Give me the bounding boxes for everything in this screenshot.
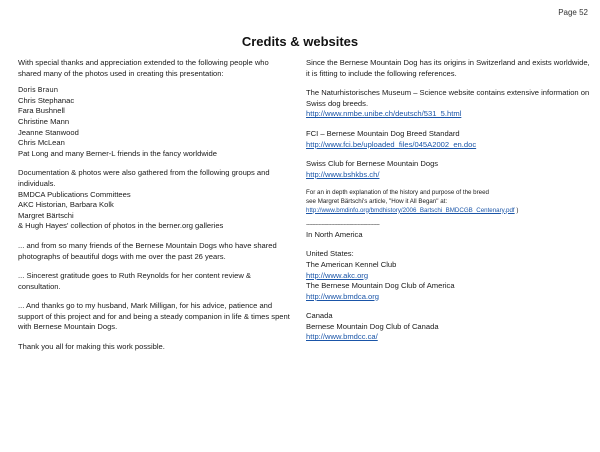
canada-heading: Canada	[306, 311, 333, 321]
group-name: Margret Bärtschi	[18, 210, 74, 220]
north-america-heading: In North America	[306, 229, 363, 239]
bmdcc-text: Bernese Mountain Dog Club of Canada	[306, 321, 439, 331]
bmdca-text: The Bernese Mountain Dog Club of America	[306, 281, 455, 291]
us-heading: United States:	[306, 249, 354, 259]
history-note-line1: For an in depth explanation of the history and purpose of the breed	[306, 189, 489, 197]
intro-text: With special thanks and appreciation extended to the following people who shared many of the photos used in creating this presentation:	[18, 58, 269, 78]
akc-text: The American Kennel Club	[306, 259, 397, 269]
person-name: Jeanne Stanwood	[18, 127, 79, 137]
left-column	[18, 58, 290, 353]
person-name: Pat Long and many Berner-L friends in the fancy worldwide	[18, 148, 217, 158]
swiss-club-text: Swiss Club for Bernese Mountain Dogs	[306, 159, 439, 169]
person-name: Chris Stephanac	[18, 95, 75, 105]
history-note-suffix: )	[514, 206, 519, 214]
fci-text: FCI – Bernese Mountain Dog Breed Standard	[306, 128, 460, 138]
person-name: Doris Braun	[18, 86, 59, 95]
documentation-intro: Documentation & photos were also gathered from the following groups and individuals.	[18, 168, 270, 188]
fci-link[interactable]: http://www.fci.be/uploaded_files/045A2002_en.doc	[306, 139, 477, 149]
friends-text: ... and from so many friends of the Bernese Mountain Dogs who have shared photographs of beautiful dogs with me over the past 26 years.	[18, 240, 277, 261]
history-note-line2: see Margret Bärtschi's article, "How it All Began" at:	[306, 197, 448, 205]
reviewer-text: ... Sincerest gratitude goes to Ruth Reynolds for her content review & consultation.	[18, 271, 251, 291]
bmdca-link[interactable]: http://www.bmdca.org	[306, 291, 380, 301]
husband-text: ... And thanks go to my husband, Mark Milligan, for his advice, patience and support of this project and for and being a steady companion in life & times spent with Bernese Mountain Dogs.	[18, 301, 290, 332]
page-number: Page 52	[558, 8, 588, 17]
closing-thanks: Thank you all for making this work possible.	[18, 342, 165, 352]
history-note	[306, 189, 591, 215]
page-title: Credits & websites	[241, 34, 359, 49]
bmdcc-link[interactable]: http://www.bmdcc.ca/	[306, 332, 378, 342]
group-name: & Hugh Hayes' collection of photos in the berner.org galleries	[18, 221, 224, 231]
divider: -----------------------------------------------	[306, 221, 380, 229]
swiss-club-link[interactable]: http://www.bshkbs.ch/	[306, 169, 380, 179]
group-name: BMDCA Publications Committees	[18, 189, 131, 199]
person-name: Fara Bushnell	[18, 106, 65, 116]
museum-link[interactable]: http://www.nmbe.unibe.ch/deutsch/531_5.html	[306, 109, 462, 119]
history-article-link[interactable]: http://www.bmdinfo.org/bmdhistory/2006_Bartschi_BMDCGB_Centenary.pdf	[306, 206, 515, 214]
right-column	[306, 58, 591, 343]
museum-text: The Naturhistorisches Museum – Science website contains extensive information on Swiss dog breeds.	[306, 88, 590, 108]
group-name: AKC Historian, Barbara Kolk	[18, 200, 114, 210]
references-intro: Since the Bernese Mountain Dog has its origins in Switzerland and exists worldwide, it is fitting to include the following references.	[306, 58, 590, 78]
akc-link[interactable]: http://www.akc.org	[306, 270, 369, 280]
person-name: Chris McLean	[18, 138, 65, 148]
person-name: Christine Mann	[18, 116, 70, 126]
